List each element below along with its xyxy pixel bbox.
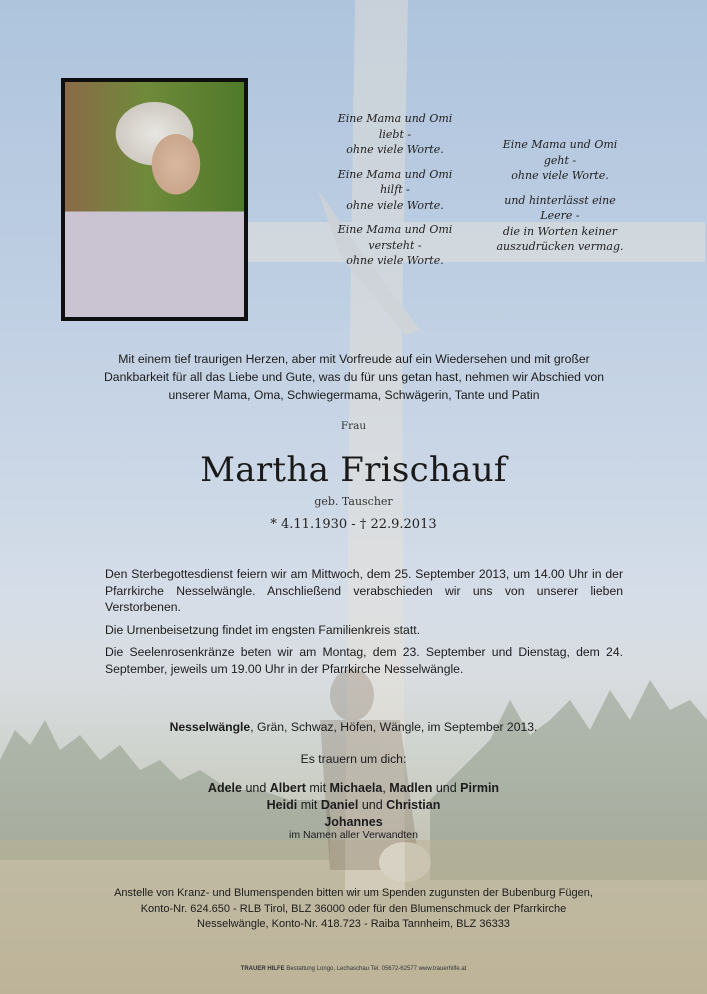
footer-details: Bestattung Longo, Lechaschau Tel. 05672-62577 www.trauerhilfe.at xyxy=(284,966,467,972)
footer-credit xyxy=(0,966,707,972)
poem-stanza: Eine Mama und Omi geht - ohne viele Worte. xyxy=(502,138,618,182)
portrait-frame xyxy=(61,78,248,321)
poem-stanza: Eine Mama und Omi liebt - ohne viele Worte. xyxy=(337,112,453,156)
donation-note xyxy=(90,886,617,933)
place-bold: Nesselwängle xyxy=(169,720,251,734)
connector: mit xyxy=(305,781,330,795)
mourner-name: Madlen xyxy=(389,781,433,795)
service-paragraph: Die Seelenrosenkränze beten wir am Montag, dem 23. September und Dienstag, dem 24. September, jeweils um 19.00 Uhr in der Pfarrkirche Nesselwängle. xyxy=(105,645,623,676)
mourner-name: Adele xyxy=(207,781,242,795)
deceased-name: Martha Frischauf xyxy=(200,450,507,490)
poem-stanza: Eine Mama und Omi versteht - ohne viele Worte. xyxy=(337,223,453,267)
portrait-photo xyxy=(65,82,244,317)
mourner-name: Johannes xyxy=(324,815,383,829)
connector: und xyxy=(358,798,387,812)
service-paragraph: Den Sterbegottesdienst feiern wir am Mittwoch, dem 25. September 2013, um 14.00 Uhr in der Pfarrkirche Nesselwängle. Anschließend verabschieden wir uns von unserer lieben Verstorbenen. xyxy=(105,567,623,614)
donation-line: Anstelle von Kranz- und Blumenspenden bitten wir um Spenden zugunsten der Bubenburg Fügen, xyxy=(114,887,593,899)
connector: und xyxy=(432,781,461,795)
mourner-name: Albert xyxy=(269,781,306,795)
mourner-name: Daniel xyxy=(320,798,359,812)
connector: , xyxy=(382,781,390,795)
connector: mit xyxy=(297,798,321,812)
mourner-name: Heidi xyxy=(266,798,298,812)
intro-text: Mit einem tief traurigen Herzen, aber mit Vorfreude auf ein Wiedersehen und mit großer Dankbarkeit für all das Liebe und Gute, was du für uns getan hast, nehmen wir Abschied von unserer Mama, Oma, Schwiegermama, Schwägerin, Tante und Patin xyxy=(104,352,604,402)
donation-line: Konto-Nr. 624.650 - RLB Tirol, BLZ 36000 oder für den Blumenschmuck der Pfarrkirche xyxy=(140,902,567,915)
footer-brand: TRAUER HILFE xyxy=(240,966,285,972)
connector: und xyxy=(241,781,270,795)
place-rest: , Grän, Schwaz, Höfen, Wängle, im September 2013. xyxy=(250,720,538,734)
mourners-list xyxy=(0,780,707,831)
relatives-note: im Namen aller Verwandten xyxy=(289,829,418,841)
mourner-name: Michaela xyxy=(329,781,383,795)
service-info xyxy=(105,566,623,683)
mourner-name: Christian xyxy=(386,798,441,812)
mourners-heading: Es trauern um dich: xyxy=(300,752,407,766)
mourners-line xyxy=(0,797,707,814)
birth-name: geb. Tauscher xyxy=(314,495,393,508)
service-paragraph: Die Urnenbeisetzung findet im engsten Familienkreis statt. xyxy=(105,622,420,637)
life-dates: * 4.11.1930 - † 22.9.2013 xyxy=(270,517,437,532)
title-label: Frau xyxy=(340,420,367,432)
poem-stanza: Eine Mama und Omi hilft - ohne viele Worte. xyxy=(337,167,453,212)
mourners-line xyxy=(0,780,707,797)
mourner-name: Pirmin xyxy=(460,781,500,795)
poem-stanza: und hinterlässt eine Leere - die in Worten keiner auszudrücken vermag. xyxy=(496,193,624,253)
place-date-line xyxy=(0,720,707,734)
donation-line: Nesselwängle, Konto-Nr. 418.723 - Raiba Tannheim, BLZ 36333 xyxy=(197,918,510,930)
poem-right xyxy=(490,137,630,264)
poem-left xyxy=(330,111,460,278)
